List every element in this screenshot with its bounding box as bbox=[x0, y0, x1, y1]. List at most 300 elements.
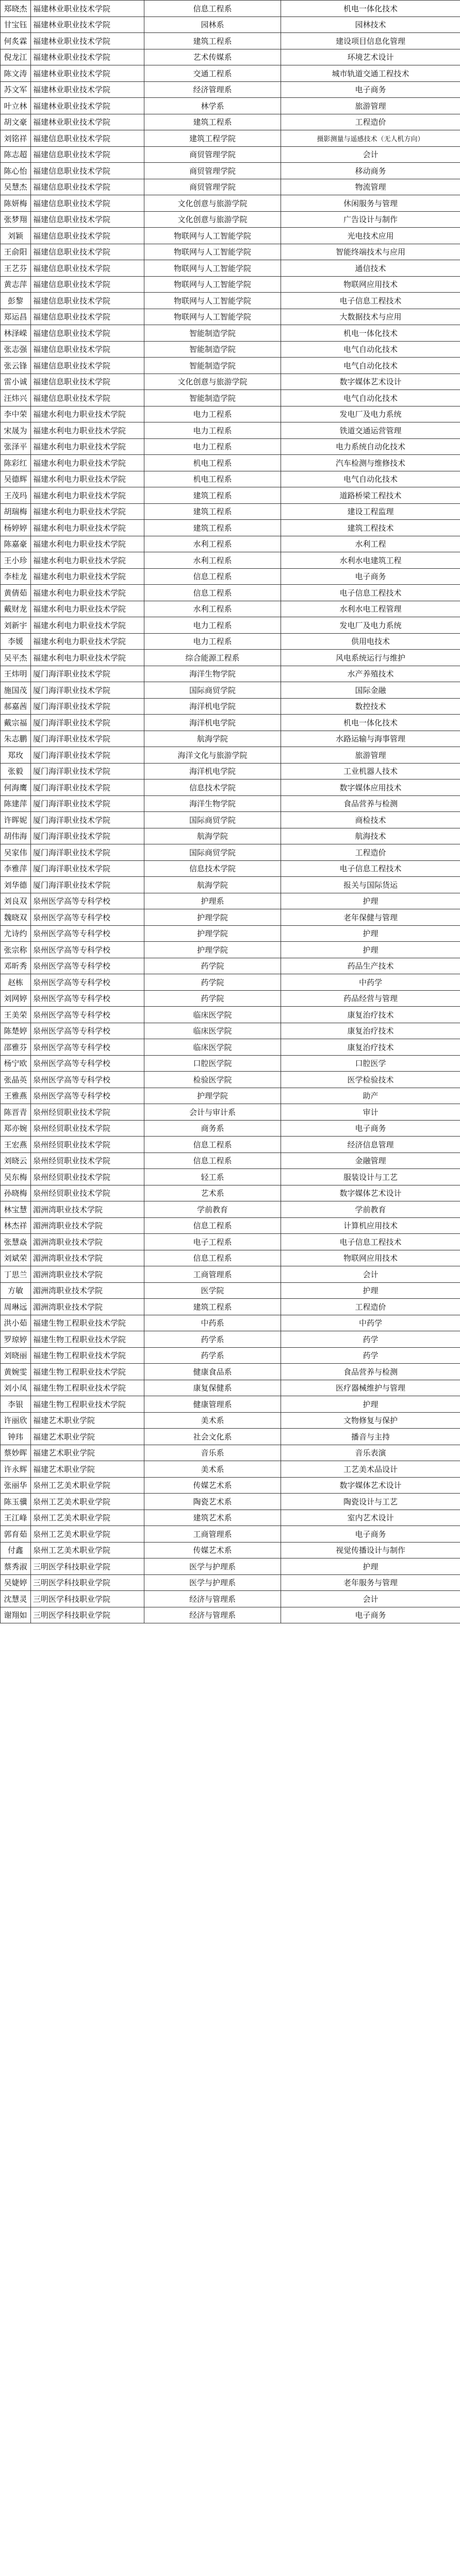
student-name-cell: 郑运昌 bbox=[1, 309, 31, 325]
student-name-cell: 甘宝钰 bbox=[1, 16, 31, 33]
major-cell: 电气自动化技术 bbox=[281, 341, 460, 358]
department-cell: 建筑工程系 bbox=[144, 487, 281, 504]
major-cell: 机电一体化技术 bbox=[281, 715, 460, 731]
student-name-cell: 刘颖 bbox=[1, 228, 31, 244]
major-cell: 通信技术 bbox=[281, 260, 460, 277]
table-row bbox=[1, 1396, 460, 1413]
table-row bbox=[1, 33, 460, 49]
student-name-cell: 蔡妙晖 bbox=[1, 1445, 31, 1461]
school-cell: 泉州医学高等专科学校 bbox=[31, 990, 144, 1007]
department-cell: 电子工程系 bbox=[144, 1234, 281, 1250]
department-cell: 药学系 bbox=[144, 1331, 281, 1348]
student-name-cell: 林泽嵘 bbox=[1, 325, 31, 342]
major-cell: 康复治疗技术 bbox=[281, 1039, 460, 1056]
student-name-cell: 张宗称 bbox=[1, 942, 31, 958]
table-row bbox=[1, 731, 460, 747]
student-name-cell: 刘网婷 bbox=[1, 990, 31, 1007]
table-row bbox=[1, 1494, 460, 1510]
student-name-cell: 倪龙江 bbox=[1, 49, 31, 65]
school-cell: 福建信息职业技术学院 bbox=[31, 325, 144, 342]
school-cell: 福建信息职业技术学院 bbox=[31, 146, 144, 163]
table-row bbox=[1, 146, 460, 163]
school-cell: 厦门海洋职业技术学院 bbox=[31, 763, 144, 779]
student-name-cell: 邵雅芬 bbox=[1, 1039, 31, 1056]
major-cell: 工程造价 bbox=[281, 114, 460, 130]
table-row bbox=[1, 1137, 460, 1153]
school-cell: 泉州经贸职业技术学院 bbox=[31, 1169, 144, 1185]
major-cell: 电子商务 bbox=[281, 1526, 460, 1543]
major-cell: 水利工程 bbox=[281, 536, 460, 552]
table-row bbox=[1, 211, 460, 228]
student-name-cell: 吴德辉 bbox=[1, 471, 31, 487]
table-row bbox=[1, 1088, 460, 1104]
table-row bbox=[1, 1234, 460, 1250]
school-cell: 泉州医学高等专科学校 bbox=[31, 1039, 144, 1056]
department-cell: 经济管理系 bbox=[144, 81, 281, 98]
student-name-cell: 王艺芬 bbox=[1, 260, 31, 277]
student-name-cell: 蔡秀淑 bbox=[1, 1558, 31, 1575]
school-cell: 福建艺术职业学院 bbox=[31, 1412, 144, 1429]
student-name-cell: 吴婕婷 bbox=[1, 1574, 31, 1591]
department-cell: 轻工系 bbox=[144, 1169, 281, 1185]
table-row bbox=[1, 909, 460, 926]
student-name-cell: 周琳远 bbox=[1, 1299, 31, 1315]
major-cell: 数字媒体艺术设计 bbox=[281, 1185, 460, 1201]
major-cell: 药品经营与管理 bbox=[281, 990, 460, 1007]
table-row bbox=[1, 877, 460, 893]
table-row bbox=[1, 1526, 460, 1543]
department-cell: 艺术系 bbox=[144, 1185, 281, 1201]
major-cell: 电子信息工程技术 bbox=[281, 1234, 460, 1250]
table-row bbox=[1, 1120, 460, 1137]
major-cell: 老年服务与管理 bbox=[281, 1574, 460, 1591]
table-row bbox=[1, 438, 460, 455]
table-row bbox=[1, 195, 460, 212]
table-row bbox=[1, 1591, 460, 1607]
school-cell: 三明医学科技职业学院 bbox=[31, 1607, 144, 1623]
department-cell: 临床医学院 bbox=[144, 1023, 281, 1039]
student-name-cell: 沈慧灵 bbox=[1, 1591, 31, 1607]
student-name-cell: 许晖妮 bbox=[1, 812, 31, 828]
department-cell: 传媒艺术系 bbox=[144, 1477, 281, 1494]
department-cell: 文化创意与旅游学院 bbox=[144, 374, 281, 390]
department-cell: 机电工程系 bbox=[144, 455, 281, 471]
major-cell: 光电技术应用 bbox=[281, 228, 460, 244]
table-row bbox=[1, 293, 460, 309]
student-name-cell: 何海鹰 bbox=[1, 779, 31, 796]
major-cell: 电子商务 bbox=[281, 1607, 460, 1623]
student-name-cell: 苏文军 bbox=[1, 81, 31, 98]
department-cell: 建筑工程系 bbox=[144, 520, 281, 536]
department-cell: 医学与护理系 bbox=[144, 1558, 281, 1575]
school-cell: 湄洲湾职业技术学院 bbox=[31, 1299, 144, 1315]
department-cell: 国际商贸学院 bbox=[144, 844, 281, 861]
department-cell: 信息技术学院 bbox=[144, 779, 281, 796]
major-cell: 医疗器械维护与管理 bbox=[281, 1380, 460, 1396]
major-cell: 药学 bbox=[281, 1331, 460, 1348]
major-cell: 建设工程监理 bbox=[281, 503, 460, 520]
school-cell: 泉州经贸职业技术学院 bbox=[31, 1137, 144, 1153]
table-row bbox=[1, 1510, 460, 1526]
school-cell: 福建信息职业技术学院 bbox=[31, 358, 144, 374]
department-cell: 康复保健系 bbox=[144, 1380, 281, 1396]
student-name-cell: 李银 bbox=[1, 1396, 31, 1413]
school-cell: 福建林业职业技术学院 bbox=[31, 98, 144, 114]
school-cell: 三明医学科技职业学院 bbox=[31, 1574, 144, 1591]
major-cell: 医学检验技术 bbox=[281, 1072, 460, 1088]
student-name-cell: 刘华德 bbox=[1, 877, 31, 893]
department-cell: 商务系 bbox=[144, 1120, 281, 1137]
school-cell: 厦门海洋职业技术学院 bbox=[31, 747, 144, 764]
major-cell: 工程造价 bbox=[281, 1299, 460, 1315]
major-cell: 助产 bbox=[281, 1088, 460, 1104]
major-cell: 康复治疗技术 bbox=[281, 1023, 460, 1039]
student-name-cell: 刘良双 bbox=[1, 893, 31, 909]
school-cell: 福建艺术职业学院 bbox=[31, 1461, 144, 1478]
school-cell: 厦门海洋职业技术学院 bbox=[31, 682, 144, 699]
table-row bbox=[1, 974, 460, 991]
student-name-cell: 黄婉雯 bbox=[1, 1364, 31, 1380]
student-name-cell: 陈文涛 bbox=[1, 65, 31, 82]
department-cell: 护理系 bbox=[144, 893, 281, 909]
school-cell: 福建林业职业技术学院 bbox=[31, 33, 144, 49]
school-cell: 泉州医学高等专科学校 bbox=[31, 1023, 144, 1039]
major-cell: 护理 bbox=[281, 1282, 460, 1299]
student-name-cell: 赵栋 bbox=[1, 974, 31, 991]
major-cell: 电子信息工程技术 bbox=[281, 293, 460, 309]
major-cell: 水利水电建筑工程 bbox=[281, 552, 460, 569]
school-cell: 福建信息职业技术学院 bbox=[31, 390, 144, 406]
table-row bbox=[1, 1169, 460, 1185]
table-row bbox=[1, 1461, 460, 1478]
student-name-cell: 张梦翔 bbox=[1, 211, 31, 228]
table-row bbox=[1, 1039, 460, 1056]
department-cell: 智能制造学院 bbox=[144, 325, 281, 342]
department-cell: 文化创意与旅游学院 bbox=[144, 195, 281, 212]
table-row bbox=[1, 617, 460, 634]
major-cell: 航海技术 bbox=[281, 828, 460, 844]
department-cell: 会计与审计系 bbox=[144, 1104, 281, 1121]
student-name-cell: 郝嘉茜 bbox=[1, 698, 31, 715]
major-cell: 中药学 bbox=[281, 1315, 460, 1331]
school-cell: 福建信息职业技术学院 bbox=[31, 341, 144, 358]
table-row bbox=[1, 795, 460, 812]
table-row bbox=[1, 374, 460, 390]
table-row bbox=[1, 1380, 460, 1396]
table-row bbox=[1, 1429, 460, 1445]
department-cell: 护理学院 bbox=[144, 925, 281, 942]
department-cell: 信息工程系 bbox=[144, 1137, 281, 1153]
school-cell: 三明医学科技职业学院 bbox=[31, 1558, 144, 1575]
major-cell: 陶瓷设计与工艺 bbox=[281, 1494, 460, 1510]
department-cell: 信息技术学院 bbox=[144, 860, 281, 877]
department-cell: 交通工程系 bbox=[144, 65, 281, 82]
department-cell: 信息工程系 bbox=[144, 568, 281, 585]
major-cell: 护理 bbox=[281, 925, 460, 942]
school-cell: 湄洲湾职业技术学院 bbox=[31, 1266, 144, 1283]
school-cell: 福建水利电力职业技术学院 bbox=[31, 422, 144, 439]
department-cell: 社会文化系 bbox=[144, 1429, 281, 1445]
school-cell: 福建林业职业技术学院 bbox=[31, 65, 144, 82]
table-row bbox=[1, 1364, 460, 1380]
department-cell: 电力工程系 bbox=[144, 617, 281, 634]
major-cell: 视觉传播设计与制作 bbox=[281, 1542, 460, 1558]
department-cell: 航海学院 bbox=[144, 877, 281, 893]
major-cell: 播音与主持 bbox=[281, 1429, 460, 1445]
major-cell: 商检技术 bbox=[281, 812, 460, 828]
student-name-cell: 林宝慧 bbox=[1, 1201, 31, 1218]
department-cell: 陶瓷艺术系 bbox=[144, 1494, 281, 1510]
student-name-cell: 洪小茹 bbox=[1, 1315, 31, 1331]
student-name-cell: 尤诗约 bbox=[1, 925, 31, 942]
major-cell: 道路桥梁工程技术 bbox=[281, 487, 460, 504]
table-row bbox=[1, 228, 460, 244]
department-cell: 海洋机电学院 bbox=[144, 715, 281, 731]
school-cell: 泉州经贸职业技术学院 bbox=[31, 1153, 144, 1169]
table-row bbox=[1, 406, 460, 422]
school-cell: 福建生物工程职业技术学院 bbox=[31, 1364, 144, 1380]
major-cell: 电气自动化技术 bbox=[281, 471, 460, 487]
school-cell: 厦门海洋职业技术学院 bbox=[31, 828, 144, 844]
student-name-cell: 林杰祥 bbox=[1, 1217, 31, 1234]
student-name-cell: 汪炜兴 bbox=[1, 390, 31, 406]
school-cell: 福建林业职业技术学院 bbox=[31, 1, 144, 17]
major-cell: 电子商务 bbox=[281, 568, 460, 585]
table-row bbox=[1, 925, 460, 942]
major-cell: 数字媒体艺术设计 bbox=[281, 374, 460, 390]
major-cell: 计算机应用技术 bbox=[281, 1217, 460, 1234]
department-cell: 林学系 bbox=[144, 98, 281, 114]
student-name-cell: 魏晓双 bbox=[1, 909, 31, 926]
major-cell: 护理 bbox=[281, 942, 460, 958]
table-row bbox=[1, 65, 460, 82]
school-cell: 泉州医学高等专科学校 bbox=[31, 958, 144, 974]
major-cell: 口腔医学 bbox=[281, 1055, 460, 1072]
table-row bbox=[1, 1315, 460, 1331]
school-cell: 福建信息职业技术学院 bbox=[31, 228, 144, 244]
table-row bbox=[1, 487, 460, 504]
student-name-cell: 张晶英 bbox=[1, 1072, 31, 1088]
school-cell: 泉州医学高等专科学校 bbox=[31, 909, 144, 926]
student-name-cell: 张慧焱 bbox=[1, 1234, 31, 1250]
school-cell: 福建林业职业技术学院 bbox=[31, 114, 144, 130]
school-cell: 福建水利电力职业技术学院 bbox=[31, 455, 144, 471]
department-cell: 艺术传媒系 bbox=[144, 49, 281, 65]
school-cell: 福建林业职业技术学院 bbox=[31, 81, 144, 98]
major-cell: 机电一体化技术 bbox=[281, 1, 460, 17]
school-cell: 厦门海洋职业技术学院 bbox=[31, 666, 144, 682]
table-row bbox=[1, 260, 460, 277]
school-cell: 厦门海洋职业技术学院 bbox=[31, 731, 144, 747]
major-cell: 电子商务 bbox=[281, 1120, 460, 1137]
department-cell: 建筑工程系 bbox=[144, 33, 281, 49]
table-row bbox=[1, 1542, 460, 1558]
school-cell: 厦门海洋职业技术学院 bbox=[31, 877, 144, 893]
school-cell: 福建信息职业技术学院 bbox=[31, 211, 144, 228]
major-cell: 护理 bbox=[281, 893, 460, 909]
major-cell: 工业机器人技术 bbox=[281, 763, 460, 779]
student-name-cell: 吴家伟 bbox=[1, 844, 31, 861]
school-cell: 厦门海洋职业技术学院 bbox=[31, 860, 144, 877]
school-cell: 厦门海洋职业技术学院 bbox=[31, 844, 144, 861]
table-row bbox=[1, 503, 460, 520]
major-cell: 水产养殖技术 bbox=[281, 666, 460, 682]
student-name-cell: 黄倩茹 bbox=[1, 585, 31, 601]
department-cell: 电力工程系 bbox=[144, 406, 281, 422]
table-row bbox=[1, 552, 460, 569]
major-cell: 护理 bbox=[281, 1396, 460, 1413]
student-name-cell: 叶立林 bbox=[1, 98, 31, 114]
table-row bbox=[1, 1153, 460, 1169]
major-cell: 数控技术 bbox=[281, 698, 460, 715]
department-cell: 中药系 bbox=[144, 1315, 281, 1331]
major-cell: 药学 bbox=[281, 1347, 460, 1364]
department-cell: 护理学院 bbox=[144, 942, 281, 958]
table-row bbox=[1, 81, 460, 98]
department-cell: 航海学院 bbox=[144, 828, 281, 844]
major-cell: 食品营养与检测 bbox=[281, 795, 460, 812]
school-cell: 泉州医学高等专科学校 bbox=[31, 1088, 144, 1104]
department-cell: 健康管理系 bbox=[144, 1396, 281, 1413]
major-cell: 数字媒体艺术设计 bbox=[281, 1477, 460, 1494]
department-cell: 海洋机电学院 bbox=[144, 763, 281, 779]
student-name-cell: 张毅 bbox=[1, 763, 31, 779]
student-name-cell: 付鑫 bbox=[1, 1542, 31, 1558]
department-cell: 检验医学院 bbox=[144, 1072, 281, 1088]
table-row bbox=[1, 1023, 460, 1039]
department-cell: 电力工程系 bbox=[144, 422, 281, 439]
major-cell: 智能终端技术与应用 bbox=[281, 244, 460, 260]
table-row bbox=[1, 666, 460, 682]
major-cell: 音乐表演 bbox=[281, 1445, 460, 1461]
school-cell: 泉州经贸职业技术学院 bbox=[31, 1120, 144, 1137]
major-cell: 汽车检测与维修技术 bbox=[281, 455, 460, 471]
major-cell: 铁道交通运营管理 bbox=[281, 422, 460, 439]
department-cell: 商贸管理学院 bbox=[144, 163, 281, 179]
major-cell: 移动商务 bbox=[281, 163, 460, 179]
school-cell: 福建信息职业技术学院 bbox=[31, 163, 144, 179]
school-cell: 福建信息职业技术学院 bbox=[31, 195, 144, 212]
major-cell: 水利水电工程管理 bbox=[281, 601, 460, 617]
student-name-cell: 王宏燕 bbox=[1, 1137, 31, 1153]
school-cell: 福建水利电力职业技术学院 bbox=[31, 617, 144, 634]
student-name-cell: 陈心怡 bbox=[1, 163, 31, 179]
table-row bbox=[1, 698, 460, 715]
table-row bbox=[1, 244, 460, 260]
table-row bbox=[1, 585, 460, 601]
table-row bbox=[1, 179, 460, 195]
school-cell: 福建信息职业技术学院 bbox=[31, 276, 144, 293]
school-cell: 福建信息职业技术学院 bbox=[31, 179, 144, 195]
table-row bbox=[1, 1347, 460, 1364]
major-cell: 电子商务 bbox=[281, 81, 460, 98]
table-row bbox=[1, 1607, 460, 1623]
department-cell: 临床医学院 bbox=[144, 1007, 281, 1023]
major-cell: 旅游管理 bbox=[281, 747, 460, 764]
student-name-cell: 陈楚婷 bbox=[1, 1023, 31, 1039]
table-row bbox=[1, 130, 460, 147]
department-cell: 海洋生物学院 bbox=[144, 666, 281, 682]
table-row bbox=[1, 1007, 460, 1023]
school-cell: 福建水利电力职业技术学院 bbox=[31, 552, 144, 569]
table-row bbox=[1, 779, 460, 796]
student-name-cell: 刘新宇 bbox=[1, 617, 31, 634]
table-row bbox=[1, 16, 460, 33]
major-cell: 休闲服务与管理 bbox=[281, 195, 460, 212]
school-cell: 福建信息职业技术学院 bbox=[31, 260, 144, 277]
school-cell: 泉州医学高等专科学校 bbox=[31, 1007, 144, 1023]
school-cell: 福建水利电力职业技术学院 bbox=[31, 520, 144, 536]
department-cell: 水利工程系 bbox=[144, 536, 281, 552]
table-row bbox=[1, 276, 460, 293]
student-name-cell: 郭育茹 bbox=[1, 1526, 31, 1543]
table-row bbox=[1, 49, 460, 65]
table-row bbox=[1, 860, 460, 877]
student-name-cell: 李雅萍 bbox=[1, 860, 31, 877]
school-cell: 福建生物工程职业技术学院 bbox=[31, 1347, 144, 1364]
student-name-cell: 刘晓丽 bbox=[1, 1347, 31, 1364]
major-cell: 发电厂及电力系统 bbox=[281, 406, 460, 422]
table-row bbox=[1, 1266, 460, 1283]
student-name-cell: 陈妍梅 bbox=[1, 195, 31, 212]
student-name-cell: 张泽平 bbox=[1, 438, 31, 455]
table-row bbox=[1, 520, 460, 536]
student-name-cell: 施国茂 bbox=[1, 682, 31, 699]
school-cell: 泉州医学高等专科学校 bbox=[31, 942, 144, 958]
student-name-cell: 吴慧杰 bbox=[1, 179, 31, 195]
school-cell: 泉州医学高等专科学校 bbox=[31, 1072, 144, 1088]
department-cell: 工商管理系 bbox=[144, 1526, 281, 1543]
student-name-cell: 刘晓云 bbox=[1, 1153, 31, 1169]
department-cell: 音乐系 bbox=[144, 1445, 281, 1461]
major-cell: 物流管理 bbox=[281, 179, 460, 195]
department-cell: 信息工程系 bbox=[144, 585, 281, 601]
table-row bbox=[1, 990, 460, 1007]
student-name-cell: 彭黎 bbox=[1, 293, 31, 309]
major-cell: 数字媒体应用技术 bbox=[281, 779, 460, 796]
school-cell: 福建水利电力职业技术学院 bbox=[31, 438, 144, 455]
table-row bbox=[1, 601, 460, 617]
student-name-cell: 钟玮 bbox=[1, 1429, 31, 1445]
school-cell: 厦门海洋职业技术学院 bbox=[31, 698, 144, 715]
department-cell: 水利工程系 bbox=[144, 552, 281, 569]
department-cell: 智能制造学院 bbox=[144, 358, 281, 374]
student-name-cell: 陈晋青 bbox=[1, 1104, 31, 1121]
table-row bbox=[1, 812, 460, 828]
major-cell: 电子信息工程技术 bbox=[281, 860, 460, 877]
department-cell: 建筑艺术系 bbox=[144, 1510, 281, 1526]
student-name-cell: 陈嘉豪 bbox=[1, 536, 31, 552]
table-row bbox=[1, 1185, 460, 1201]
department-cell: 信息工程系 bbox=[144, 1153, 281, 1169]
major-cell: 会计 bbox=[281, 146, 460, 163]
table-row bbox=[1, 1201, 460, 1218]
major-cell: 康复治疗技术 bbox=[281, 1007, 460, 1023]
major-cell: 供用电技术 bbox=[281, 633, 460, 650]
table-row bbox=[1, 1104, 460, 1121]
school-cell: 泉州医学高等专科学校 bbox=[31, 925, 144, 942]
major-cell: 中药学 bbox=[281, 974, 460, 991]
major-cell: 电力系统自动化技术 bbox=[281, 438, 460, 455]
department-cell: 学前教育 bbox=[144, 1201, 281, 1218]
department-cell: 美术系 bbox=[144, 1461, 281, 1478]
department-cell: 海洋文化与旅游学院 bbox=[144, 747, 281, 764]
major-cell: 物联网应用技术 bbox=[281, 276, 460, 293]
department-cell: 信息工程系 bbox=[144, 1250, 281, 1266]
department-cell: 传媒艺术系 bbox=[144, 1542, 281, 1558]
department-cell: 信息工程系 bbox=[144, 1, 281, 17]
school-cell: 泉州医学高等专科学校 bbox=[31, 1055, 144, 1072]
